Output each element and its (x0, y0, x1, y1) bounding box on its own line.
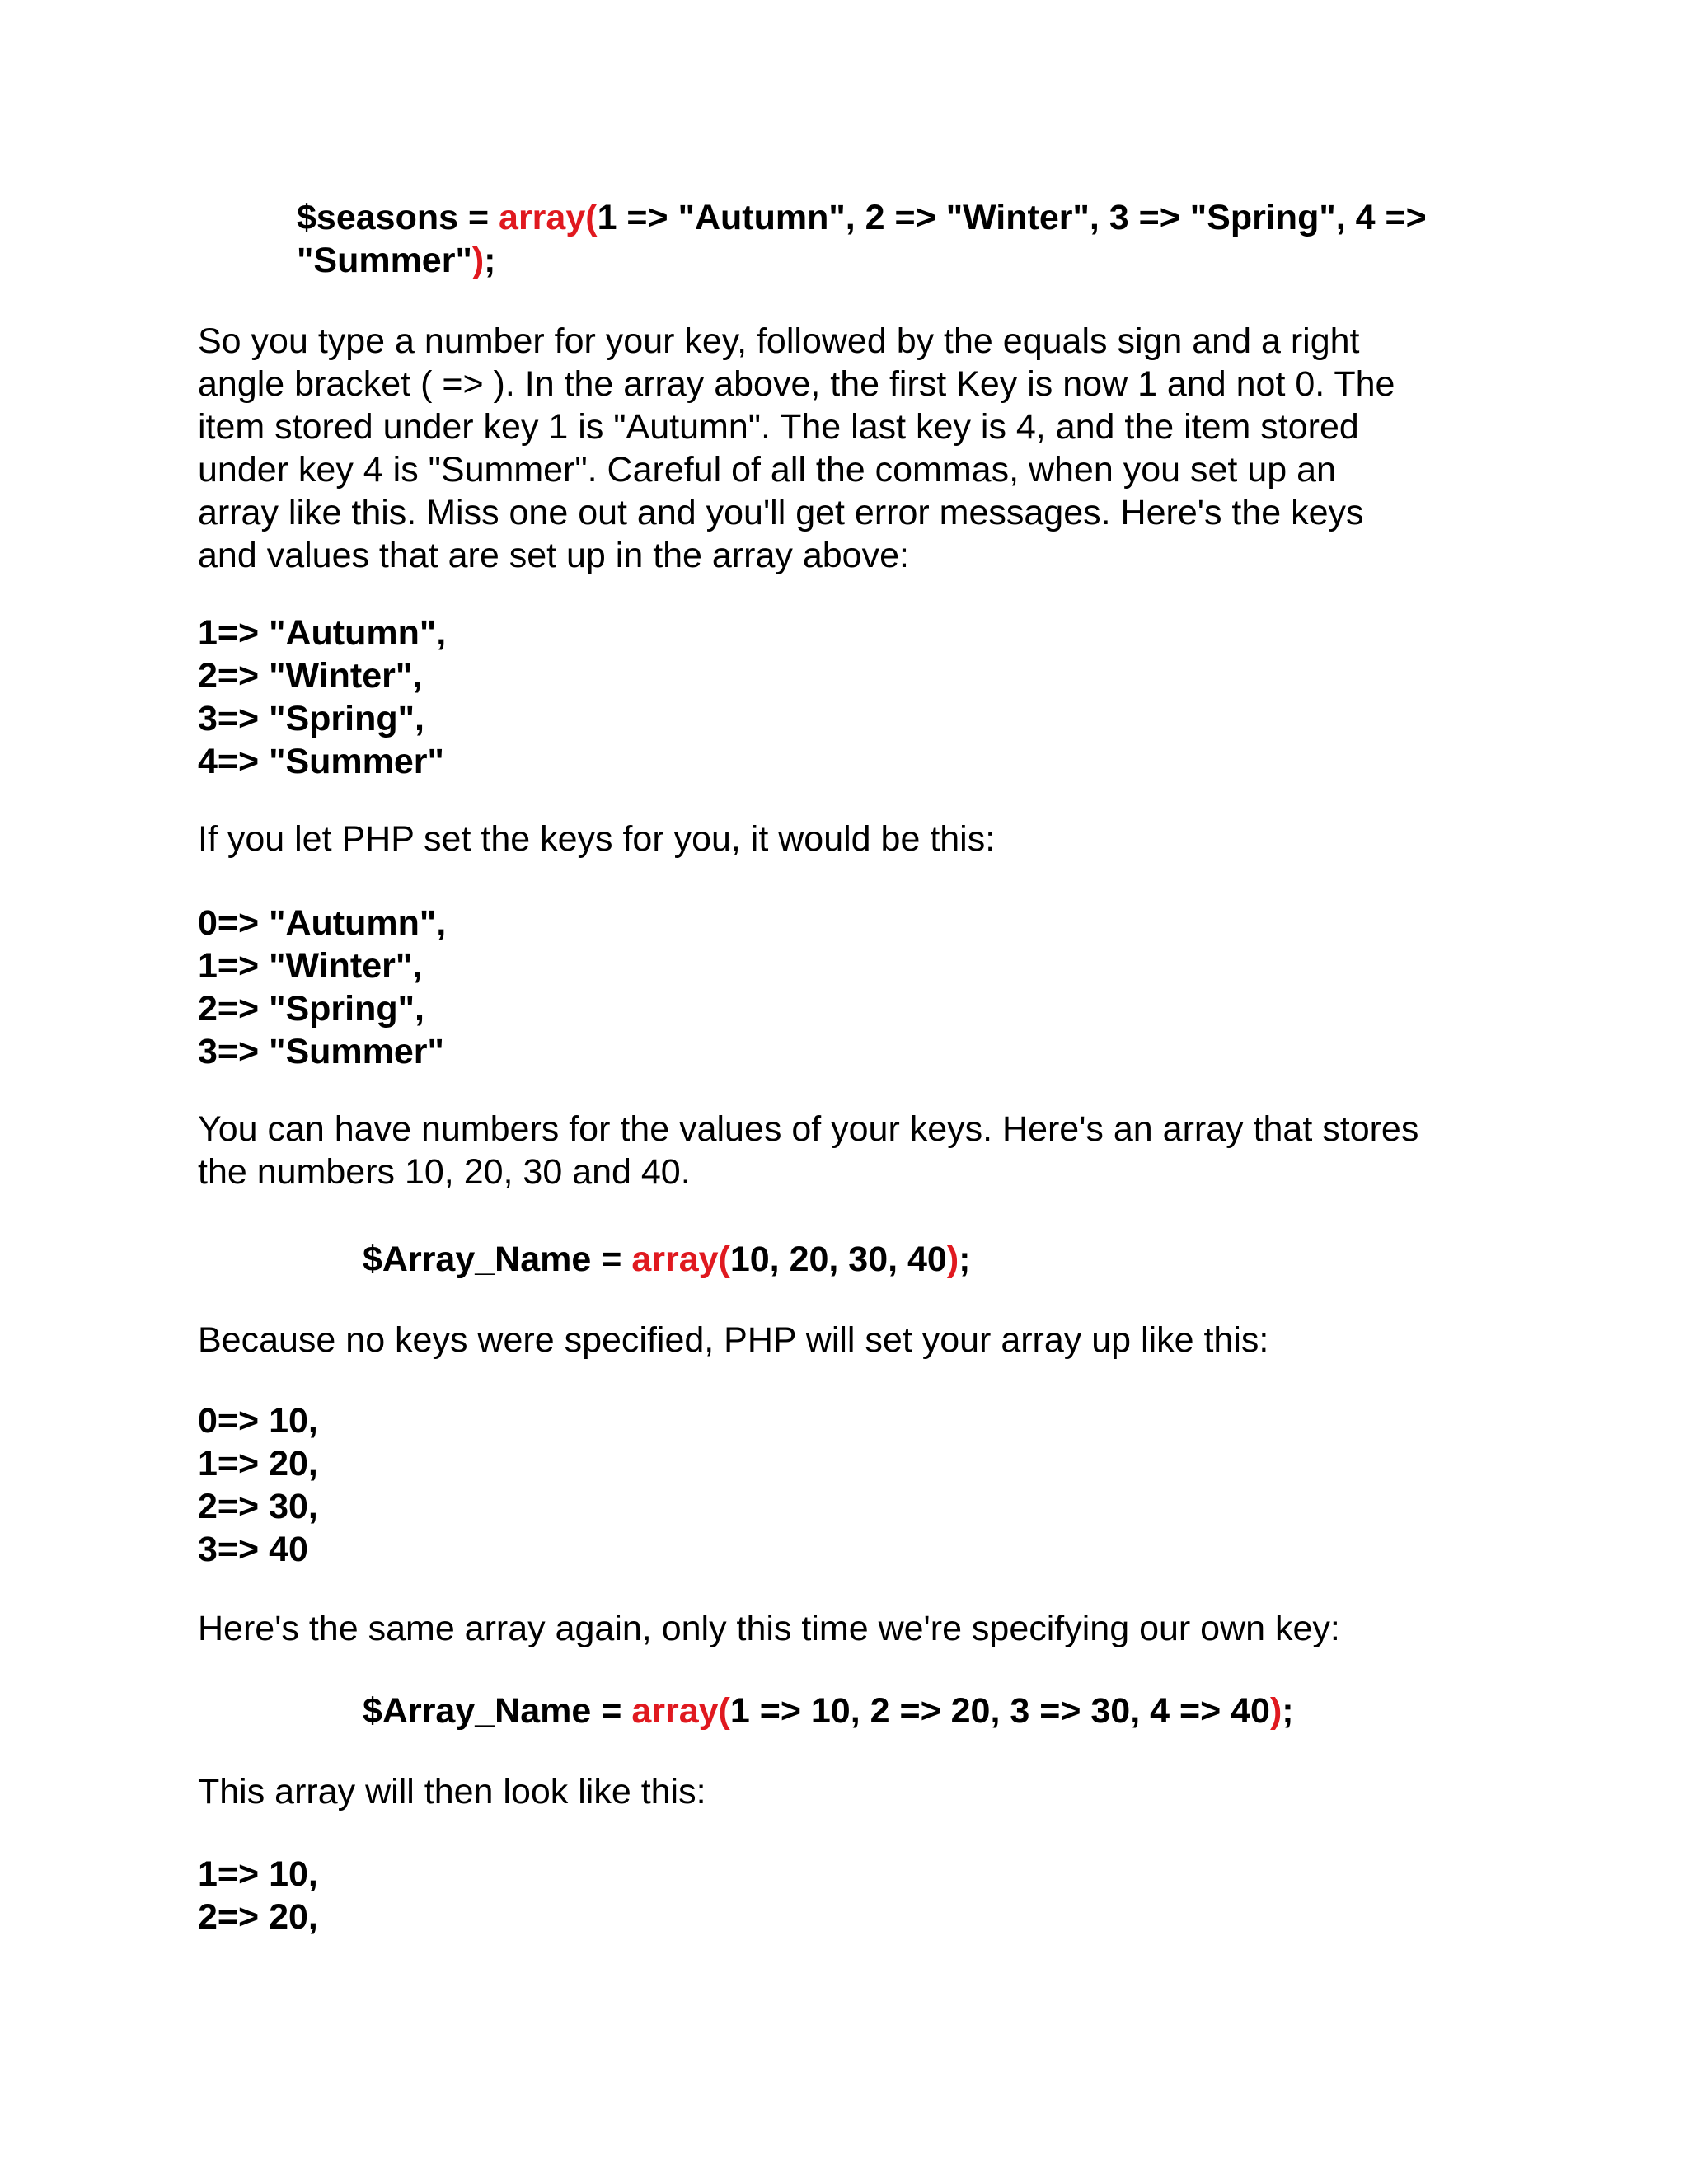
list-item: 4=> "Summer" (198, 742, 444, 781)
code-text: ; (1282, 1691, 1294, 1731)
paragraph-php-keys (198, 818, 1500, 860)
code-text: "Summer" (297, 241, 472, 280)
list-item: 2=> "Spring", (198, 989, 424, 1029)
paragraph-no-keys (198, 1319, 1500, 1361)
list-numeric-own (198, 1853, 1500, 1938)
paragraph-line: item stored under key 1 is "Autumn". The last key is 4, and the item stored (198, 407, 1359, 447)
paragraph-number-values (198, 1108, 1500, 1193)
list-item: 2=> 30, (198, 1487, 318, 1526)
list-item: 3=> "Spring", (198, 699, 424, 738)
code-text: $Array_Name = (363, 1691, 632, 1731)
list-item: 1=> "Autumn", (198, 613, 447, 653)
code-text: ; (484, 241, 496, 280)
list-item: 1=> 10, (198, 1854, 318, 1894)
list-item: 3=> "Summer" (198, 1032, 444, 1071)
list-item: 3=> 40 (198, 1530, 308, 1569)
list-item: 2=> "Winter", (198, 656, 423, 696)
code-text: ; (959, 1240, 971, 1279)
code-keyword: ) (946, 1240, 959, 1279)
paragraph-line: Here's the same array again, only this time we're specifying our own key: (198, 1609, 1340, 1648)
list-item: 2=> 20, (198, 1897, 318, 1937)
code-keyword: array( (499, 198, 598, 237)
code-line (297, 196, 1599, 239)
code-line (363, 1238, 1665, 1281)
paragraph-line: angle bracket ( => ). In the array above, the first Key is now 1 and not 0. The (198, 364, 1395, 404)
list-default-keys (198, 902, 1500, 1073)
paragraph-own-key (198, 1607, 1500, 1650)
code-text: 10, 20, 30, 40 (729, 1240, 947, 1279)
paragraph-look-like (198, 1770, 1500, 1813)
code-text: $seasons = (297, 198, 499, 237)
paragraph-line: the numbers 10, 20, 30 and 40. (198, 1152, 691, 1192)
list-numeric-default (198, 1399, 1500, 1571)
code-keyword: ) (1269, 1691, 1282, 1731)
list-custom-keys (198, 612, 1500, 783)
paragraph-line: You can have numbers for the values of your keys. Here's an array that stores (198, 1109, 1419, 1149)
list-item: 0=> 10, (198, 1401, 318, 1441)
code-keyword: array( (631, 1691, 730, 1731)
code-keyword: array( (631, 1240, 730, 1279)
code-keyword: ) (471, 241, 485, 280)
paragraph-line: array like this. Miss one out and you'll get error messages. Here's the keys (198, 493, 1364, 532)
code-array-own-keys (363, 1690, 1665, 1732)
paragraph-line: under key 4 is "Summer". Careful of all the commas, when you set up an (198, 450, 1336, 490)
code-text: 1 => "Autumn", 2 => "Winter", 3 => "Spring", 4 => (597, 198, 1427, 237)
paragraph-keys-explanation (198, 320, 1500, 577)
paragraph-line: If you let PHP set the keys for you, it would be this: (198, 819, 996, 859)
code-text: 1 => 10, 2 => 20, 3 => 30, 4 => 40 (729, 1691, 1270, 1731)
paragraph-line: and values that are set up in the array above: (198, 536, 909, 575)
list-item: 1=> 20, (198, 1444, 318, 1483)
paragraph-line: So you type a number for your key, followed by the equals sign and a right (198, 321, 1360, 361)
list-item: 1=> "Winter", (198, 946, 423, 986)
paragraph-line: This array will then look like this: (198, 1772, 706, 1811)
code-line (363, 1690, 1665, 1732)
paragraph-line: Because no keys were specified, PHP will set your array up like this: (198, 1320, 1269, 1360)
list-item: 0=> "Autumn", (198, 903, 447, 943)
code-line (297, 239, 1599, 282)
code-seasons (297, 196, 1599, 282)
code-array-values (363, 1238, 1665, 1281)
code-text: $Array_Name = (363, 1240, 632, 1279)
